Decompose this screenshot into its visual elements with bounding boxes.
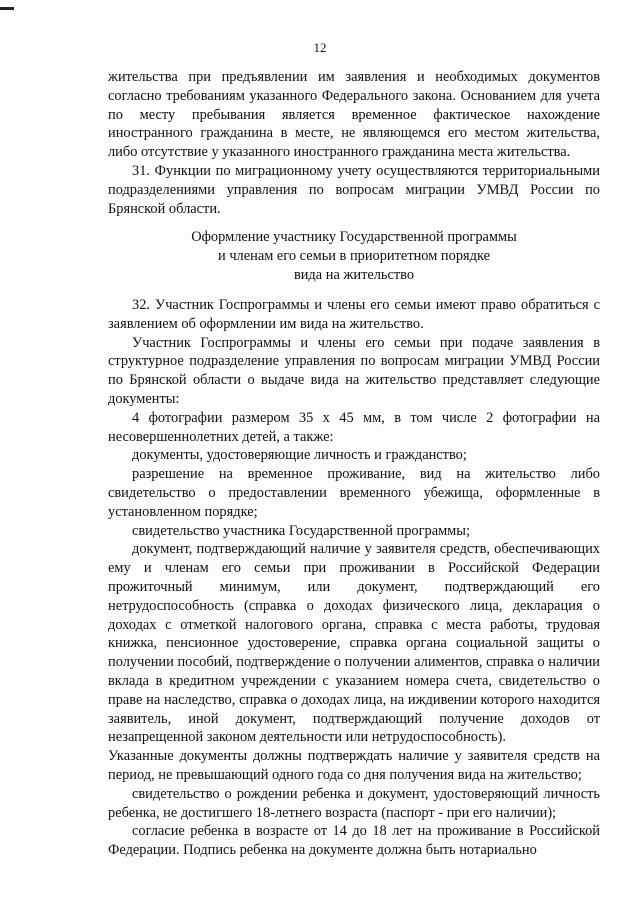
continuation-text [108,68,600,218]
list-item-photos: 4 фотографии размером 35 х 45 мм, в том числе 2 фотографии на несовершеннолетних детей, а также: [108,409,600,445]
list-item-child-consent: согласие ребенка в возрасте от 14 до 18 лет на проживание в Российской Федерации. Подпись ребенка на документе должна быть нотариально [108,823,600,859]
paragraph-continuation: жительства при предъявлении им заявления и необходимых документов согласно требованиям указанного Федерального закона. Основанием для учета по месту пребывания является временное фактическое нахождение иностранного гражданина в месте, не являющемся его местом жительства, либо отсутствие у указанного иностранного гражданина места жительства. [108,69,600,161]
heading-line: и членам его семьи в приоритетном порядке [218,248,490,264]
page-number: 12 [313,40,327,55]
section-heading [108,228,600,285]
list-item-residence-permit: разрешение на временное проживание, вид на жительство либо свидетельство о предоставлении временного убежища, оформленные в установленном порядке; [108,466,600,520]
section-body [108,296,600,860]
paragraph-31: 31. Функции по миграционному учету осуществляются территориальными подразделениями управления по вопросам миграции УМВД России по Брянской области. [108,162,600,217]
heading-line: Оформление участнику Государственной программы [191,229,517,245]
paragraph-32: 32. Участник Госпрограммы и члены его семьи имеют право обратиться с заявлением об оформлении им вида на жительство. [108,297,600,332]
list-item-funds-document: документ, подтверждающий наличие у заявителя средств, обеспечивающих ему и членам его семьи при проживании в Российской Федерации прожиточный минимум, или документ, подтверждающий его нетрудоспособность (справка о доходах физического лица, декларация о доходах с отметкой налогового органа, справка с места работы, трудовая книжка, пенсионное удостоверение, справка органа социальной защиты о получении пособий, подтверждение о получении алиментов, справка о наличии вклада в кредитном учреждении с указанием номера счета, свидетельство о праве на наследство, справка о доходах лица, на иждивении которого находится заявитель, иной документ, подтверждающий получение доходов от незапрещенной законом деятельности или нетрудоспособность). [108,541,600,746]
list-item-identity-docs: документы, удостоверяющие личность и гражданство; [132,447,467,464]
scan-edge-mark [0,7,14,10]
paragraph-funds-period: Указанные документы должны подтверждать наличие у заявителя средств на период, не превышающий одного года со дня получения вида на жительство; [108,748,600,783]
paragraph-documents-intro: Участник Госпрограммы и члены его семьи при подаче заявления в структурное подразделение управления по вопросам миграции УМВД России по Брянской области о выдаче вида на жительство представляет следующие документы: [108,334,600,407]
list-item-participant-certificate: свидетельство участника Государственной программы; [132,522,470,539]
list-item-birth-certificate: свидетельство о рождении ребенка и документ, удостоверяющий личность ребенка, не достигшего 18-летнего возраста (паспорт - при его наличии); [108,785,600,821]
heading-line: вида на жительство [293,267,415,283]
